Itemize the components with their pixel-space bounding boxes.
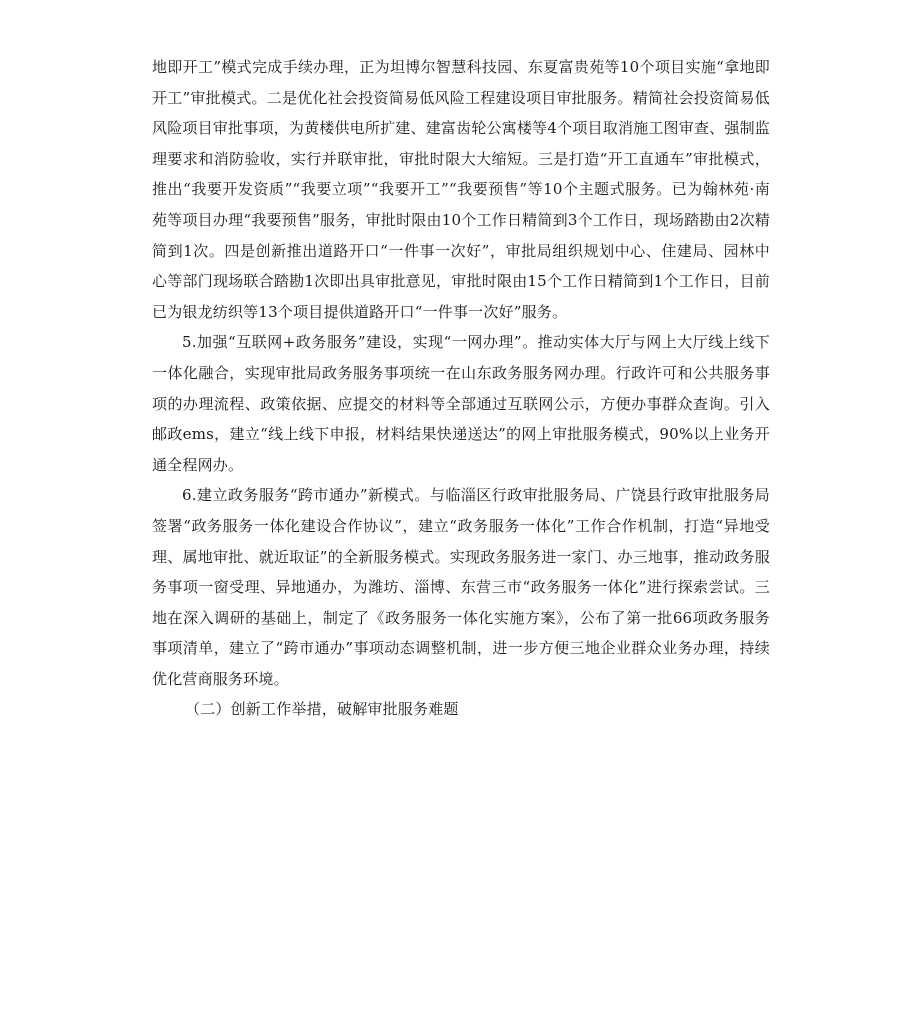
section-heading: （二）创新工作举措，破解审批服务难题	[185, 700, 459, 719]
paragraph-continuation: 地即开工”模式完成手续办理，正为坦博尔智慧科技园、东夏富贵苑等10个项目实施“拿地即开工”审批模式。二是优化社会投资简易低风险工程建设项目审批服务。精简社会投资简易低风险项目审批事项，为黄楼供电所扩建、建富齿轮公寓楼等4个项目取消施工图审查、强制监理要求和消防验收，实行并联审批，审批时限大大缩短。三是打造“开工直通车”审批模式，推出“我要开发资质”“我要立项”“我要开工”“我要预售”等10个主题式服务。已为翰林苑·南苑等项目办理“我要预售”服务，审批时限由10个工作日精简到3个工作日，现场踏勘由2次精简到1次。四是创新推出道路开口“一件事一次好”，审批局组织规划中心、住建局、园林中心等部门现场联合踏勘1次即出具审批意见，审批时限由15个工作日精简到1个工作日，目前已为银龙纺织等13个项目提供道路开口“一件事一次好”服务。	[152, 58, 770, 321]
paragraph-item-6: 6.建立政务服务“跨市通办”新模式。与临淄区行政审批服务局、广饶县行政审批服务局签署“政务服务一体化建设合作协议”，建立“政务服务一体化”工作合作机制，打造“异地受理、属地审批、就近取证”的全新服务模式。实现政务服务进一家门、办三地事，推动政务服务事项一窗受理、异地通办，为潍坊、淄博、东营三市“政务服务一体化”进行探索尝试。三地在深入调研的基础上，制定了《政务服务一体化实施方案》，公布了第一批66项政务服务事项清单，建立了“跨市通办”事项动态调整机制，进一步方便三地企业群众业务办理，持续优化营商服务环境。	[152, 486, 770, 688]
document-body	[152, 52, 770, 725]
paragraph-item-5: 5.加强“互联网+政务服务”建设，实现“一网办理”。推动实体大厅与网上大厅线上线下一体化融合，实现审批局政务服务事项统一在山东政务服务网办理。行政许可和公共服务事项的办理流程、政策依据、应提交的材料等全部通过互联网公示，方便办事群众查询。引入邮政ems，建立“线上线下申报，材料结果快递送达”的网上审批服务模式，90%以上业务开通全程网办。	[152, 333, 770, 474]
